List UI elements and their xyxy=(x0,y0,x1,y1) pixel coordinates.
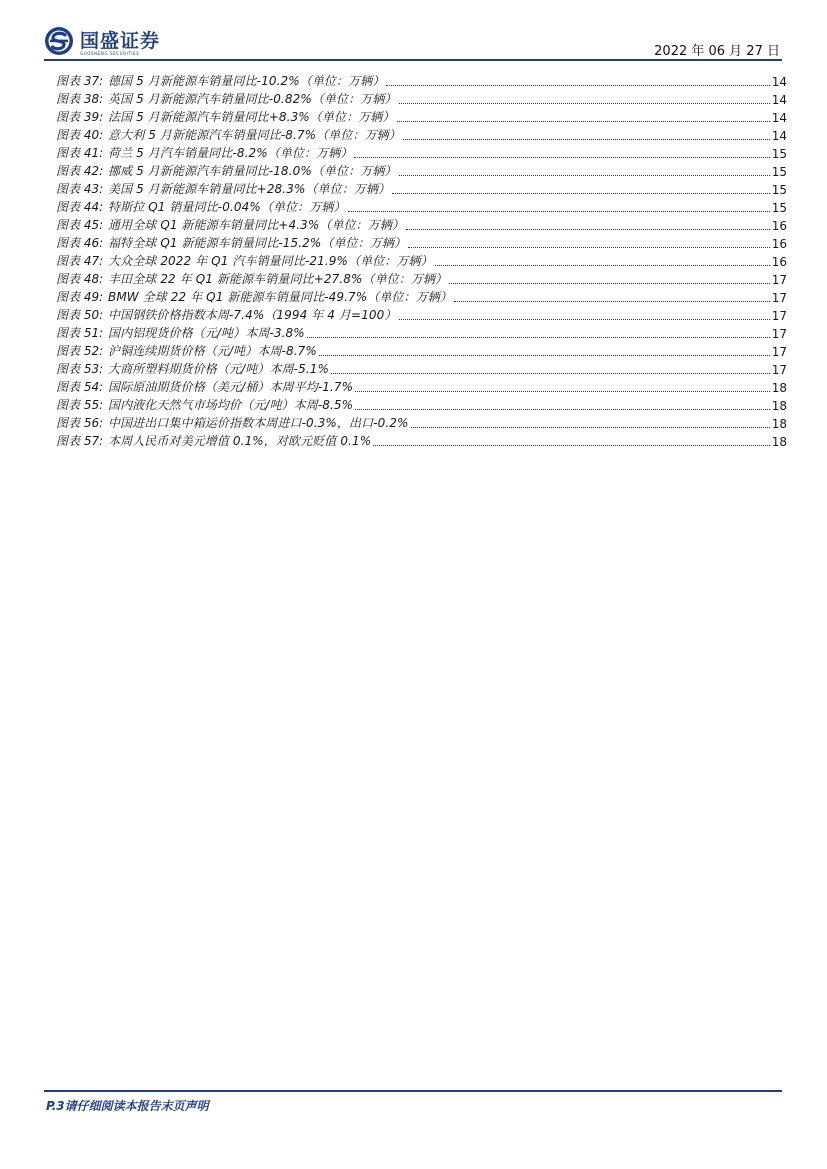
report-date: 2022 年 06 月 27 日 xyxy=(654,44,780,59)
toc-entry[interactable] xyxy=(56,215,787,233)
toc-entry[interactable] xyxy=(56,71,787,89)
toc-leader-dots xyxy=(399,318,771,320)
figure-table-of-contents xyxy=(56,71,787,449)
toc-entry-title: 福特全球 Q1 新能源车销量同比-15.2%（单位：万辆） xyxy=(108,236,407,250)
toc-entry-page: 16 xyxy=(771,237,787,251)
toc-entry-label: 图表 42: xyxy=(56,164,104,178)
toc-entry-label: 图表 55: xyxy=(56,398,104,412)
toc-entry[interactable] xyxy=(56,125,787,143)
toc-entry-page: 17 xyxy=(771,309,787,323)
toc-entry-page: 15 xyxy=(771,147,787,161)
toc-entry-page: 17 xyxy=(771,273,787,287)
toc-entry-title: 中国进出口集中箱运价指数本周进口-0.3%，出口-0.2% xyxy=(108,416,409,430)
toc-entry-label: 图表 47: xyxy=(56,254,104,268)
toc-entry-page: 16 xyxy=(771,219,787,233)
toc-entry-title: 英国 5 月新能源汽车销量同比-0.82%（单位：万辆） xyxy=(108,92,397,106)
toc-entry-label: 图表 39: xyxy=(56,110,104,124)
toc-entry[interactable] xyxy=(56,359,787,377)
toc-entry[interactable] xyxy=(56,413,787,431)
toc-entry[interactable] xyxy=(56,395,787,413)
toc-entry-title: 通用全球 Q1 新能源车销量同比+4.3%（单位：万辆） xyxy=(108,218,405,232)
toc-entry-title: 意大利 5 月新能源汽车销量同比-8.7%（单位：万辆） xyxy=(108,128,401,142)
toc-entry[interactable] xyxy=(56,377,787,395)
toc-entry-page: 18 xyxy=(771,399,787,413)
toc-entry-label: 图表 41: xyxy=(56,146,104,160)
toc-entry-title: 挪威 5 月新能源汽车销量同比-18.0%（单位：万辆） xyxy=(108,164,397,178)
toc-entry[interactable] xyxy=(56,89,787,107)
brand-name: 国盛证券 xyxy=(80,30,161,52)
toc-entry[interactable] xyxy=(56,323,787,341)
toc-entry-page: 17 xyxy=(771,291,787,305)
toc-leader-dots xyxy=(454,300,770,302)
toc-leader-dots xyxy=(411,426,770,428)
toc-entry-page: 17 xyxy=(771,345,787,359)
toc-entry[interactable] xyxy=(56,179,787,197)
toc-entry-page: 14 xyxy=(771,111,787,125)
toc-entry-label: 图表 52: xyxy=(56,344,104,358)
toc-entry-page: 18 xyxy=(771,435,787,449)
toc-leader-dots xyxy=(403,138,770,140)
toc-entry-page: 16 xyxy=(771,255,787,269)
toc-leader-dots xyxy=(331,372,770,374)
toc-entry-page: 15 xyxy=(771,165,787,179)
toc-entry-label: 图表 43: xyxy=(56,182,104,196)
toc-entry-label: 图表 44: xyxy=(56,200,104,214)
toc-leader-dots xyxy=(386,84,770,86)
toc-entry-title: 特斯拉 Q1 销量同比-0.04%（单位：万辆） xyxy=(108,200,346,214)
toc-entry[interactable] xyxy=(56,287,787,305)
toc-entry-label: 图表 37: xyxy=(56,74,104,88)
toc-entry-title: 荷兰 5 月汽车销量同比-8.2%（单位：万辆） xyxy=(108,146,353,160)
toc-leader-dots xyxy=(373,444,770,446)
toc-entry-page: 17 xyxy=(771,327,787,341)
footer-divider xyxy=(44,1090,782,1092)
toc-leader-dots xyxy=(435,264,770,266)
toc-entry[interactable] xyxy=(56,233,787,251)
guosheng-logo-icon xyxy=(44,26,74,56)
toc-leader-dots xyxy=(449,282,770,284)
toc-leader-dots xyxy=(408,246,770,248)
toc-entry-page: 18 xyxy=(771,381,787,395)
toc-entry-title: 大商所塑料期货价格（元/吨）本周-5.1% xyxy=(108,362,329,376)
toc-entry-title: 国内液化天然气市场均价（元/吨）本周-8.5% xyxy=(108,398,354,412)
toc-entry-page: 14 xyxy=(771,129,787,143)
toc-entry[interactable] xyxy=(56,305,787,323)
brand-subtitle: GUOSHENG SECURITIES xyxy=(80,51,140,56)
toc-leader-dots xyxy=(354,156,770,158)
toc-entry-page: 18 xyxy=(771,417,787,431)
toc-leader-dots xyxy=(355,390,770,392)
toc-leader-dots xyxy=(392,192,770,194)
toc-leader-dots xyxy=(406,228,770,230)
toc-entry-label: 图表 50: xyxy=(56,308,104,322)
toc-entry-title: BMW 全球 22 年 Q1 新能源车销量同比-49.7%（单位：万辆） xyxy=(108,290,452,304)
toc-leader-dots xyxy=(348,210,770,212)
toc-entry-page: 15 xyxy=(771,201,787,215)
toc-entry-title: 沪铜连续期货价格（元/吨）本周-8.7% xyxy=(108,344,317,358)
header-divider xyxy=(44,59,782,61)
toc-entry-label: 图表 38: xyxy=(56,92,104,106)
toc-entry[interactable] xyxy=(56,431,787,449)
toc-entry[interactable] xyxy=(56,161,787,179)
toc-entry-title: 大众全球 2022 年 Q1 汽车销量同比-21.9%（单位：万辆） xyxy=(108,254,433,268)
toc-entry-title: 丰田全球 22 年 Q1 新能源车销量同比+27.8%（单位：万辆） xyxy=(108,272,448,286)
toc-entry-label: 图表 40: xyxy=(56,128,104,142)
toc-entry-page: 15 xyxy=(771,183,787,197)
toc-leader-dots xyxy=(399,102,770,104)
toc-entry-label: 图表 53: xyxy=(56,362,104,376)
toc-entry-title: 德国 5 月新能源车销量同比-10.2%（单位：万辆） xyxy=(108,74,385,88)
toc-entry[interactable] xyxy=(56,251,787,269)
toc-entry-label: 图表 54: xyxy=(56,380,104,394)
toc-entry-title: 中国钢铁价格指数本周-7.4%（1994 年 4 月=100） xyxy=(108,308,397,322)
toc-leader-dots xyxy=(397,120,770,122)
footer-disclaimer: P.3请仔细阅读本报告末页声明 xyxy=(46,1099,209,1113)
toc-entry-title: 国内铝现货价格（元/吨）本周-3.8% xyxy=(108,326,305,340)
toc-leader-dots xyxy=(319,354,770,356)
toc-entry-label: 图表 57: xyxy=(56,434,104,448)
page-header xyxy=(44,24,784,60)
toc-entry-page: 14 xyxy=(771,93,787,107)
toc-entry[interactable] xyxy=(56,107,787,125)
toc-entry-label: 图表 48: xyxy=(56,272,104,286)
toc-entry-title: 法国 5 月新能源汽车销量同比+8.3%（单位：万辆） xyxy=(108,110,395,124)
toc-entry-label: 图表 49: xyxy=(56,290,104,304)
toc-entry-label: 图表 45: xyxy=(56,218,104,232)
toc-leader-dots xyxy=(355,408,770,410)
toc-entry-title: 国际原油期货价格（美元/桶）本周平均-1.7% xyxy=(108,380,354,394)
toc-entry[interactable] xyxy=(56,269,787,287)
toc-entry[interactable] xyxy=(56,341,787,359)
toc-leader-dots xyxy=(307,336,770,338)
toc-entry-label: 图表 46: xyxy=(56,236,104,250)
toc-entry-label: 图表 51: xyxy=(56,326,104,340)
toc-entry-label: 图表 56: xyxy=(56,416,104,430)
toc-entry-page: 14 xyxy=(771,75,787,89)
toc-leader-dots xyxy=(399,174,770,176)
toc-entry-title: 本周人民币对美元增值 0.1%，对欧元贬值 0.1% xyxy=(108,434,372,448)
toc-entry-page: 17 xyxy=(771,363,787,377)
toc-entry[interactable] xyxy=(56,197,787,215)
toc-entry[interactable] xyxy=(56,143,787,161)
toc-entry-title: 美国 5 月新能源车销量同比+28.3%（单位：万辆） xyxy=(108,182,391,196)
